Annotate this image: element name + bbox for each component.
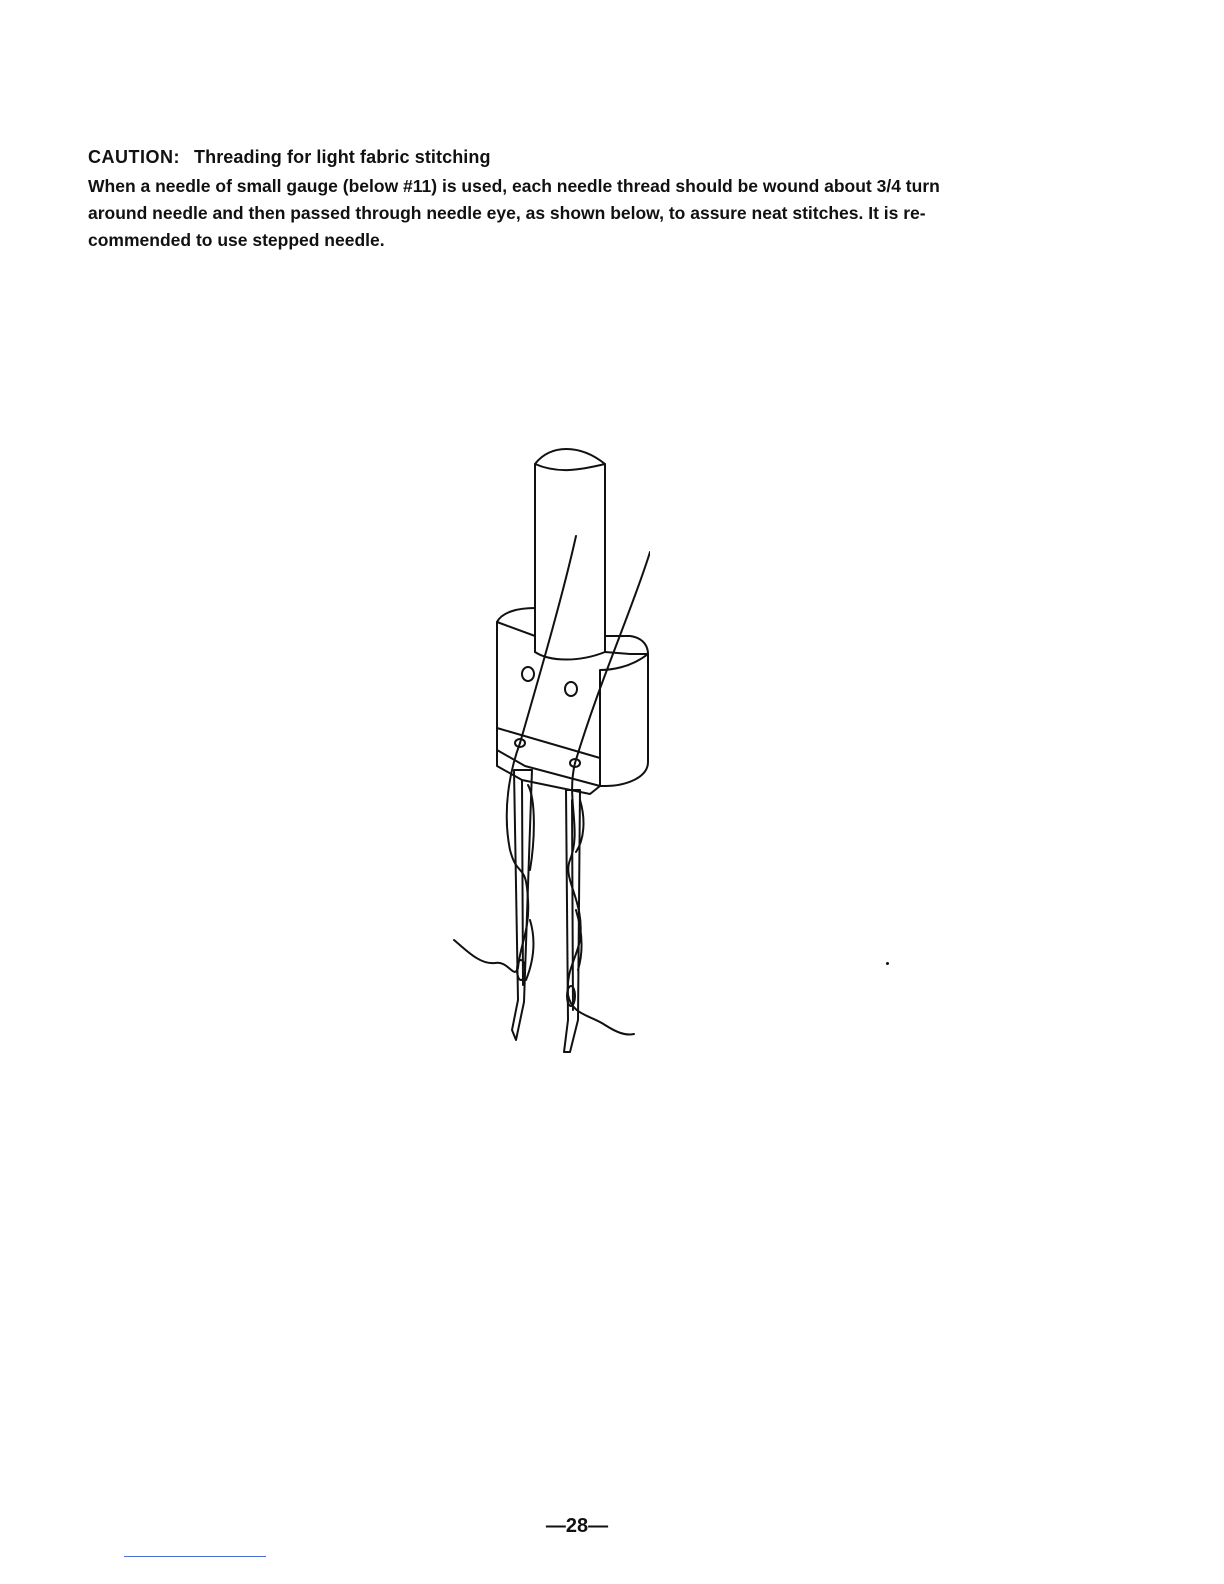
needle-bar [535,449,605,652]
needle-threading-figure [440,440,650,1060]
caution-body-line: around needle and then passed through needle eye, as shown below, to assure neat stitches. It is re- [88,203,926,223]
caution-heading [88,143,1068,171]
needle-left-groove [522,780,523,985]
clamp-right-side [600,654,648,786]
screw-right [565,682,577,696]
clamp-inner-edge [605,652,648,654]
caution-body-line: commended to use stepped needle. [88,230,385,250]
caution-body-line: When a needle of small gauge (below #11) is used, each needle thread should be wound about 3/4 turn [88,176,940,196]
page-number: —28— [545,1515,609,1537]
needle-right-groove [572,800,573,1010]
caution-section [88,143,1068,254]
clamp-front-face [497,622,600,786]
clamp-front-top-edge [497,622,605,660]
needle-clamp-illustration [440,440,650,1060]
caution-body [88,173,1068,254]
caution-label: CAUTION: [88,147,180,167]
footer-rule [124,1556,266,1557]
scan-speck [886,962,889,965]
caution-subject: Threading for light fabric stitching [194,147,491,167]
needle-bar-top-edge [535,464,605,470]
thread-left-upper [520,536,576,743]
screw-left [522,667,534,681]
